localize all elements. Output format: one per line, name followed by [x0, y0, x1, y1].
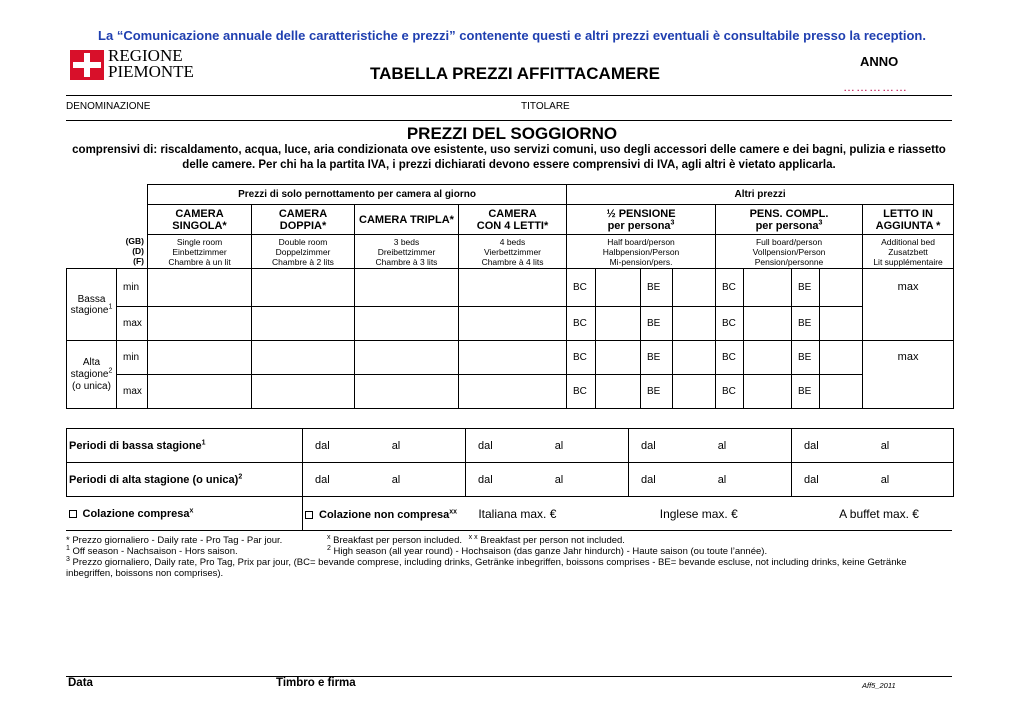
be-label: BE [641, 341, 673, 375]
divider [66, 95, 952, 96]
extra-bed-max[interactable]: max [863, 341, 954, 409]
inclusions-text: comprensivi di: riscaldamento, acqua, luce, aria condizionata ove esistente, uso servizi comuni, uso degli accessori delle camere e dei bagni, pulizia e riassetto delle camere. Per chi ha la partita IVA, i prezzi dichiarati devono essere comprensivi di IVA, agli altri è vietato applicarla. [72, 144, 946, 171]
table-row [67, 463, 954, 497]
price-cell[interactable] [148, 341, 252, 375]
max-label: max [117, 307, 148, 341]
max-label: max [117, 375, 148, 409]
row-label-bassa: Bassa stagione$^1$ [67, 269, 117, 341]
breakfast-not-included-row [303, 497, 954, 531]
footnote-x: Breakfast per person included. [333, 535, 462, 546]
footnotes: * Prezzo giornaliero - Daily rate - Pro Tag - Par jour. $^x$ Breakfast per person included. $^{x x}$ Breakfast per person not included. $^1$ Off season - Nachsaison - Hors saison. $^2$ High season (all year round) - Hochsaison (das ganze Jahr hindurch) - Haute saison (ou toute l’année). $^3$ Prezzo giornaliero, Daily rate, Pro Tag, Prix par jour, (BC= bevande comprese, including drinks, Getränke inbegriffen, boissons comprises - BE= bevande escluse, not including drinks, keine Getränke inbegriffen, boissons non comprises). [66, 533, 907, 579]
bc-label: BC [716, 375, 744, 409]
bc-label: BC [567, 269, 596, 307]
price-cell[interactable] [673, 269, 716, 307]
date-range-cell[interactable]: dal al [792, 463, 954, 497]
logo-line-1: REGIONE [108, 46, 183, 65]
inglese-price[interactable]: Inglese max. € [659, 506, 738, 521]
price-cell[interactable] [820, 341, 863, 375]
price-cell[interactable] [148, 269, 252, 307]
data-label: Data [68, 677, 93, 689]
checkbox-icon[interactable] [305, 511, 313, 519]
price-cell[interactable] [459, 375, 567, 409]
checkbox-icon[interactable] [69, 510, 77, 518]
price-cell[interactable] [252, 307, 355, 341]
bc-label: BC [716, 307, 744, 341]
translation-pensione-completa: Full board/person Vollpension/Person Pension/personne [716, 235, 863, 269]
price-cell[interactable] [459, 307, 567, 341]
price-cell[interactable] [820, 269, 863, 307]
breakfast-not-included-option[interactable]: Colazione non compresa$^{xx}$ [305, 509, 457, 521]
period-label-alta: Periodi di alta stagione (o unica)$^2$ [67, 463, 303, 497]
be-label: BE [641, 307, 673, 341]
logo-line-2: PIEMONTE [108, 62, 194, 81]
price-cell[interactable] [596, 375, 641, 409]
table-row [67, 269, 954, 307]
header-camera-singola: CAMERA SINGOLA* [148, 205, 252, 235]
language-codes: (GB) (D) (F) [117, 235, 148, 269]
bc-label: BC [567, 375, 596, 409]
bc-label: BC [716, 341, 744, 375]
footnote-1: Off season - Nachsaison - Hors saison. [72, 546, 238, 557]
table-row [67, 497, 954, 531]
breakfast-included-option[interactable]: Colazione compresa$^x$ [67, 497, 303, 531]
date-range-cell[interactable]: dal al [629, 463, 792, 497]
be-label: BE [641, 269, 673, 307]
translation-mezza-pensione: Half board/person Halbpension/Person Mi-pension/pers. [567, 235, 716, 269]
stamp-signature-label: Timbro e firma [276, 677, 356, 689]
bc-label: BC [567, 341, 596, 375]
header-letto-aggiunta: LETTO IN AGGIUNTA * [863, 205, 954, 235]
be-label: BE [792, 341, 820, 375]
denominazione-label: DENOMINAZIONE [66, 101, 151, 112]
be-label: BE [641, 375, 673, 409]
footnote-star: * Prezzo giornaliero - Daily rate - Pro Tag - Par jour. [66, 535, 283, 546]
price-cell[interactable] [820, 375, 863, 409]
translation-tripla: 3 beds Dreibettzimmer Chambre à 3 lits [355, 235, 459, 269]
min-label: min [117, 269, 148, 307]
price-cell[interactable] [744, 375, 792, 409]
price-cell[interactable] [252, 375, 355, 409]
bc-label: BC [716, 269, 744, 307]
group-header-altri-prezzi: Altri prezzi [567, 185, 954, 205]
table-row [67, 307, 954, 341]
price-cell[interactable] [148, 375, 252, 409]
price-table [66, 184, 954, 409]
translation-letto-aggiunta: Additional bed Zusatzbett Lit supplémentaire [863, 235, 954, 269]
period-label-bassa: Periodi di bassa stagione$^1$ [67, 429, 303, 463]
form-code: Aff5_2011 [862, 681, 896, 690]
year-label: ANNO [860, 54, 899, 69]
group-header-pernottamento: Prezzi di solo pernottamento per camera al giorno [148, 185, 567, 205]
translation-doppia: Double room Doppelzimmer Chambre à 2 lits [252, 235, 355, 269]
buffet-price[interactable]: A buffet max. € [839, 506, 919, 521]
be-label: BE [792, 375, 820, 409]
price-cell[interactable] [355, 341, 459, 375]
price-cell[interactable] [596, 269, 641, 307]
min-label: min [117, 341, 148, 375]
header-camera-doppia: CAMERA DOPPIA* [252, 205, 355, 235]
price-cell[interactable] [252, 269, 355, 307]
footnote-3: Prezzo giornaliero, Daily rate, Pro Tag, Prix par jour, (BC= bevande comprese, including drinks, Getränke inbegriffen, boissons comprises - BE= bevande escluse, not including drinks, keine Getränke inbegriffen, boissons non comprises). [66, 557, 907, 579]
divider [66, 676, 952, 677]
reception-notice: La “Comunicazione annuale delle caratteristiche e prezzi” contenente questi e altri prezzi eventuali è consultabile presso la reception. [98, 28, 926, 43]
price-cell[interactable] [596, 307, 641, 341]
table-row [67, 341, 954, 375]
date-range-cell[interactable]: dal al [303, 463, 466, 497]
periods-table [66, 428, 954, 531]
table-row [67, 429, 954, 463]
price-cell[interactable] [252, 341, 355, 375]
price-cell[interactable] [355, 307, 459, 341]
italiana-price[interactable]: Italiana max. € [478, 506, 557, 521]
row-label-alta: Alta stagione$^2$ (o unica) [67, 341, 117, 409]
titolare-label: TITOLARE [521, 101, 570, 112]
date-range-cell[interactable]: dal al [792, 429, 954, 463]
be-label: BE [792, 307, 820, 341]
translation-4-letti: 4 beds Vierbettzimmer Chambre à 4 lits [459, 235, 567, 269]
price-cell[interactable] [744, 307, 792, 341]
header-camera-tripla: CAMERA TRIPLA* [355, 205, 459, 235]
date-range-cell[interactable]: dal al [466, 429, 629, 463]
header-mezza-pensione: ½ PENSIONE per persona$^3$ [567, 205, 716, 235]
extra-bed-max[interactable]: max [863, 269, 954, 341]
divider [66, 120, 952, 121]
date-range-cell[interactable]: dal al [303, 429, 466, 463]
price-cell[interactable] [148, 307, 252, 341]
date-range-cell[interactable]: dal al [466, 463, 629, 497]
year-blank: …………… [843, 80, 908, 94]
section-title: PREZZI DEL SOGGIORNO [406, 124, 618, 143]
price-cell[interactable] [744, 269, 792, 307]
page-title: TABELLA PREZZI AFFITTACAMERE [370, 64, 660, 83]
price-cell[interactable] [673, 341, 716, 375]
price-cell[interactable] [820, 307, 863, 341]
translation-singola: Single room Einbettzimmer Chambre à un lit [148, 235, 252, 269]
price-cell[interactable] [459, 269, 567, 307]
table-row [67, 375, 954, 409]
header-pensione-completa: PENS. COMPL. per persona$^3$ [716, 205, 863, 235]
price-cell[interactable] [673, 375, 716, 409]
price-cell[interactable] [355, 269, 459, 307]
header-camera-4-letti: CAMERA CON 4 LETTI* [459, 205, 567, 235]
be-label: BE [792, 269, 820, 307]
price-cell[interactable] [744, 341, 792, 375]
footnote-2: High season (all year round) - Hochsaison (das ganze Jahr hindurch) - Haute saison (ou toute l’année). [333, 546, 768, 557]
date-range-cell[interactable]: dal al [629, 429, 792, 463]
divider [66, 530, 952, 531]
price-cell[interactable] [355, 375, 459, 409]
price-cell[interactable] [673, 307, 716, 341]
footnote-xx: Breakfast per person not included. [480, 535, 625, 546]
bc-label: BC [567, 307, 596, 341]
price-cell[interactable] [596, 341, 641, 375]
price-cell[interactable] [459, 341, 567, 375]
